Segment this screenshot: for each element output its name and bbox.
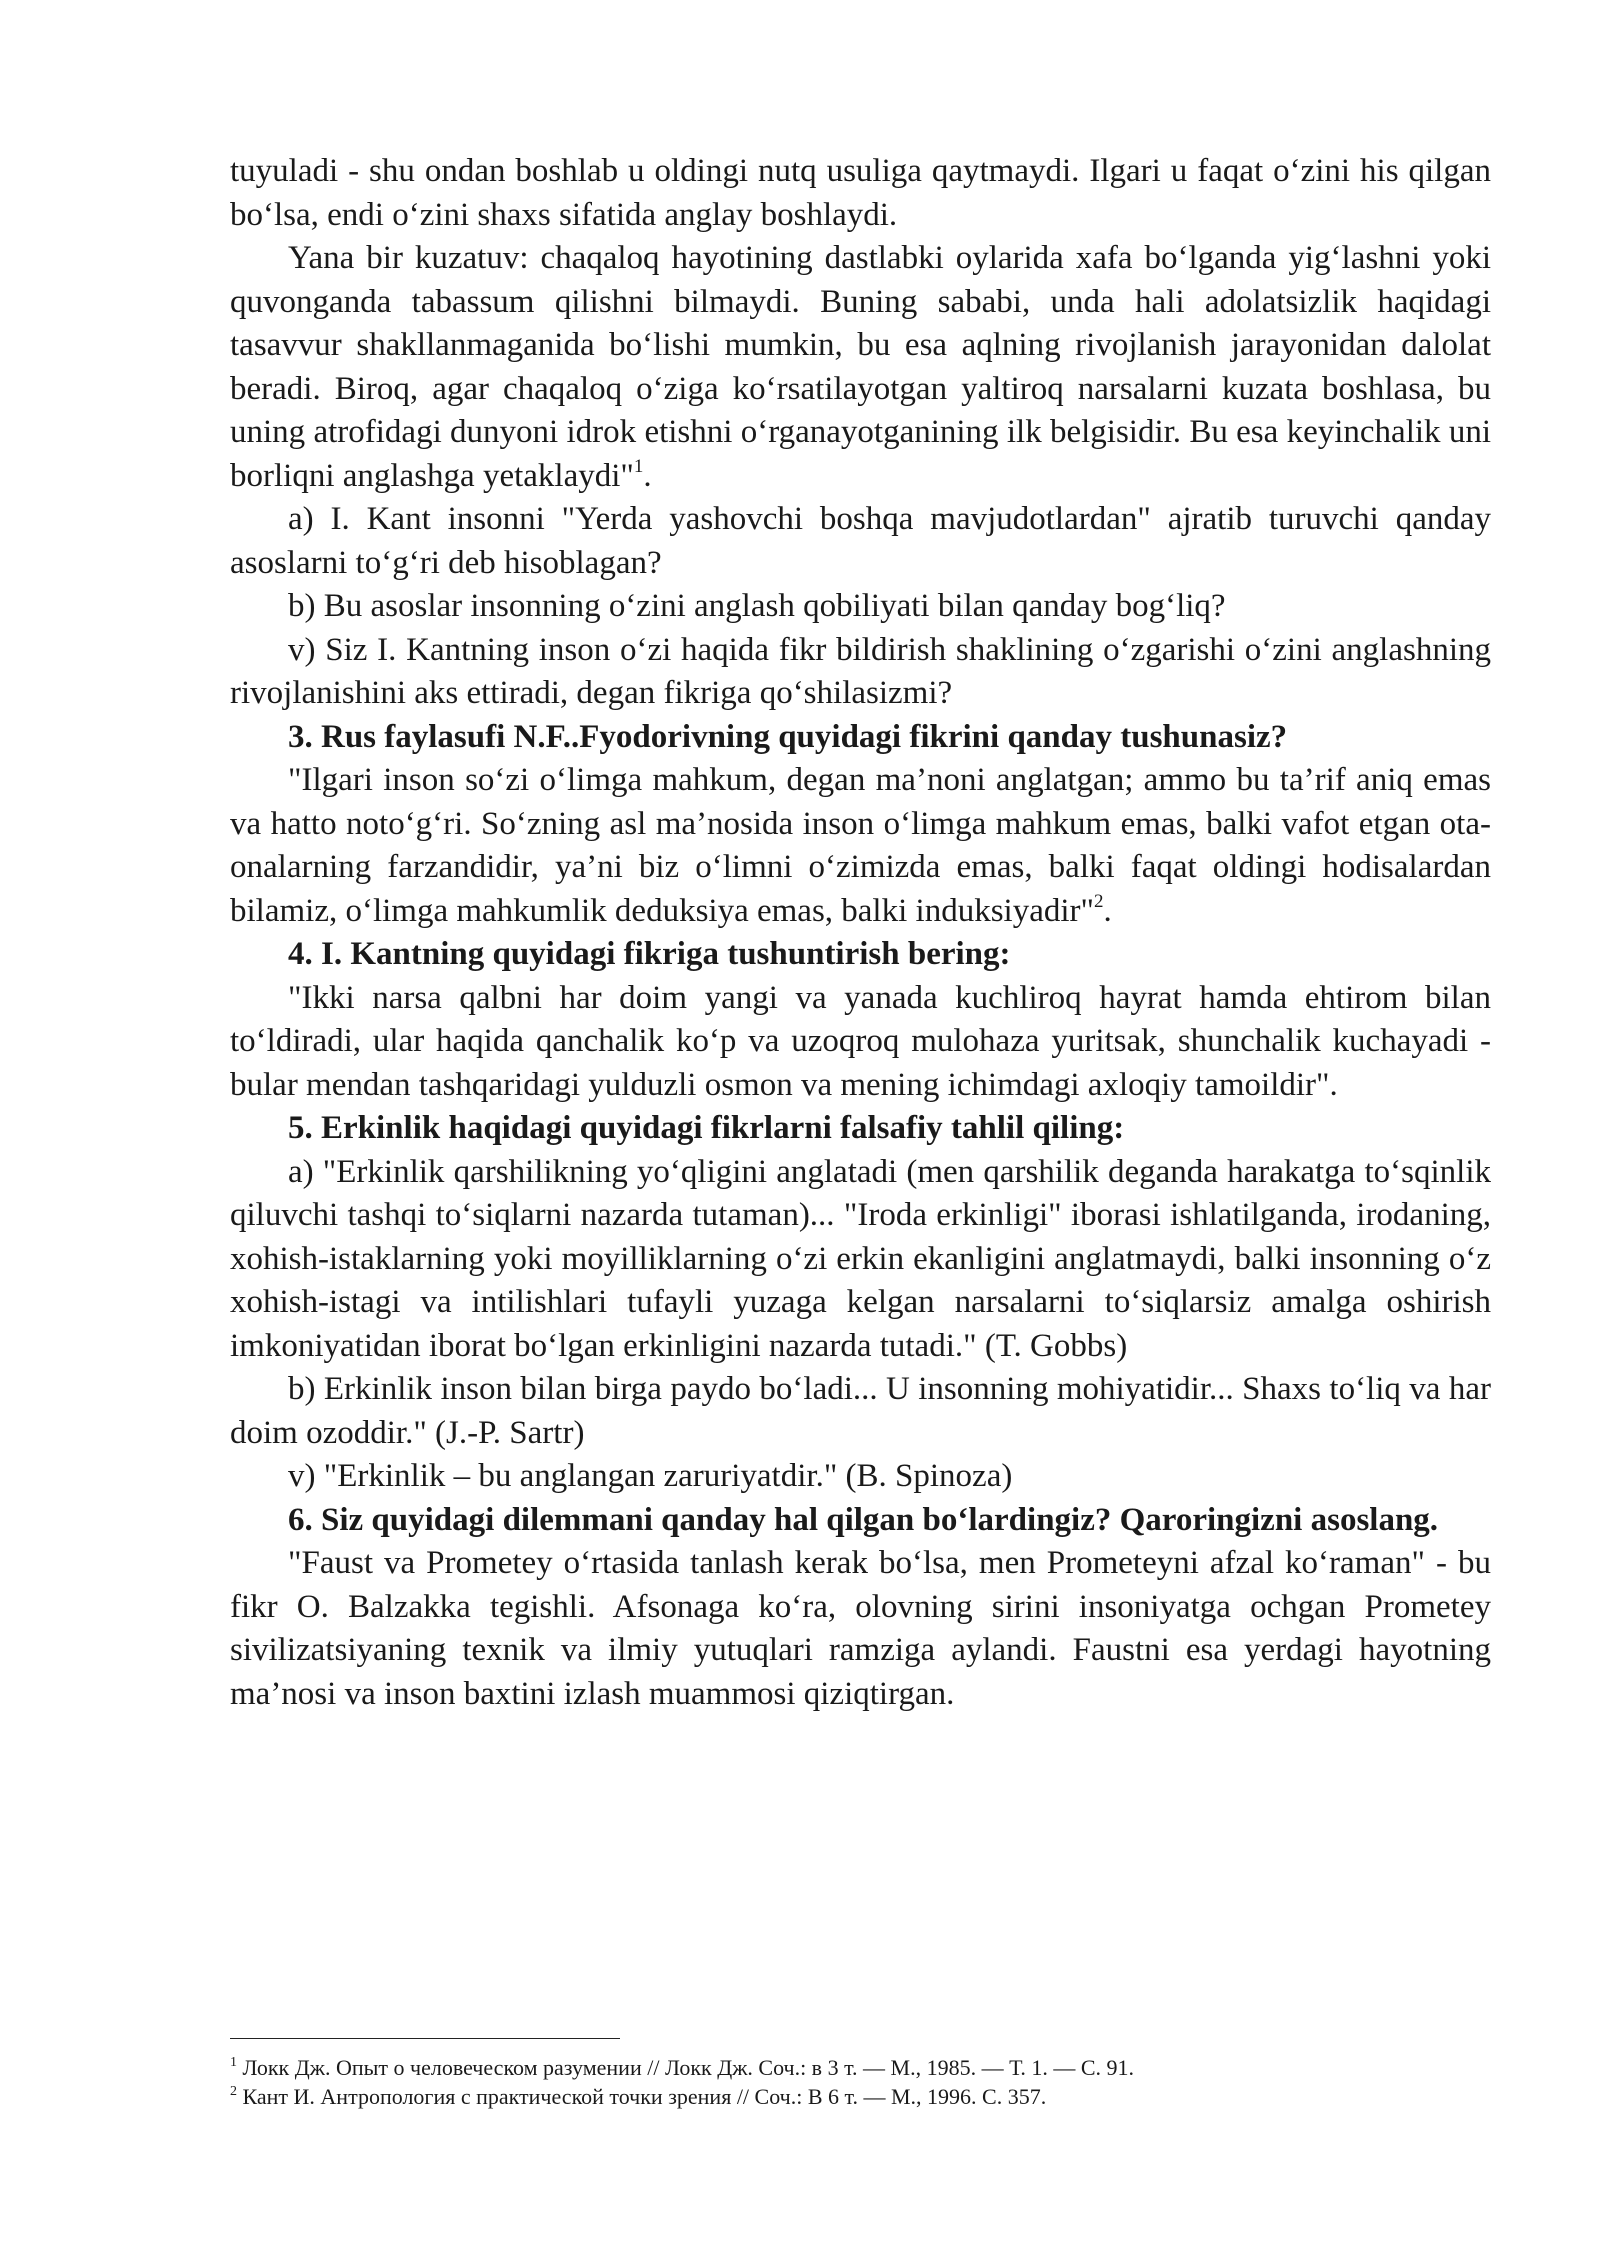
question-v: v) Siz I. Kantning inson o‘zi haqida fikr bildirish shaklining o‘zgarishi o‘zini anglashning rivojlanishini aks ettiradi, degan fikriga qo‘shilasizmi? [230,631,1491,711]
quote-fyodorov-text: "Ilgari inson so‘zi o‘limga mahkum, degan ma’noni anglatgan; ammo bu ta’rif aniq emas va hatto noto‘g‘ri. So‘zning asl ma’nosida inson o‘limga mahkum emas, balki vafot etgan ota-onalarning farzandidir, ya’ni biz o‘limni o‘zimizda emas, balki faqat oldingi hodisalardan bilamiz, o‘limga mahkumlik deduksiya emas, balki induksiyadir" [230,762,1491,929]
footnote-text-1: Локк Дж. Опыт о человеческом разумении // Локк Дж. Соч.: в 3 т. — М., 1985. — Т. 1. — С. 91. [237,2055,1135,2080]
paragraph-faust-prometheus: "Faust va Prometey o‘rtasida tanlash kerak bo‘lsa, men Prometeyni afzal ko‘raman" - bu fikr O. Balzakka tegishli. Afsonaga ko‘ra, olovning sirini insoniyatga ochgan Prometey sivilizatsiyaning texnik va ilmiy yutuqlari ramziga aylandi. Faustni esa yerdagi hayotning ma’nosi va inson baxtini izlash muammosi qiziqtirgan. [230,1545,1491,1712]
heading-task-4: 4. I. Kantning quyidagi fikriga tushuntirish bering: [288,936,1011,972]
paragraph-continuation: tuyuladi - shu ondan boshlab u oldingi nutq usuliga qaytmaydi. Ilgari u faqat o‘zini his qilgan bo‘lsa, endi o‘zini shaxs sifatida anglay boshlaydi. [230,153,1491,233]
footnote-number-2: 2 [230,2083,237,2099]
heading-task-5: 5. Erkinlik haqidagi quyidagi fikrlarni falsafiy tahlil qiling: [288,1110,1125,1146]
footnote-ref-1[interactable]: 1 [633,455,644,477]
quote-kant: "Ikki narsa qalbni har doim yangi va yanada kuchliroq hayrat hamda ehtirom bilan to‘ldiradi, ular haqida qanchalik ko‘p va uzoqroq mulohaza yuritsak, shunchalik kuchayadi - bular mendan tashqaridagi yulduzli osmon va mening ichimdagi axloqiy tamoildir". [230,979,1491,1103]
quote-spinoza: v) "Erkinlik – bu anglangan zaruriyatdir." (B. Spinoza) [288,1458,1013,1494]
heading-task-3: 3. Rus faylasufi N.F..Fyodorivning quyidagi fikrini qanday tushunasiz? [288,718,1288,755]
quote-fyodorov-end: . [1103,892,1112,929]
paragraph-observation-end: . [643,457,652,494]
heading-task-6: 6. Siz quyidagi dilemmani qanday hal qilgan bo‘lardingiz? Qaroringizni asoslang. [288,1501,1439,1538]
footnotes [230,2053,1491,2111]
paragraph-observation [230,237,1491,498]
footnote-divider [230,2038,620,2039]
quote-sartre: b) Erkinlik inson bilan birga paydo bo‘ladi... U insonning mohiyatidir... Shaxs to‘liq va har doim ozoddir." (J.-P. Sartr) [230,1371,1491,1451]
quote-hobbes: a) "Erkinlik qarshilikning yo‘qligini anglatadi (men qarshilik deganda harakatga to‘sqinlik qiluvchi tashqi to‘siqlarni nazarda tutaman)... "Iroda erkinligi" iborasi ishlatilganda, irodaning, xohish-istaklarning yoki moyilliklarning o‘zi erkin ekanligini anglatmaydi, balki insonning o‘z xohish-istagi va intilishlari tufayli yuzaga kelgan narsalarni to‘siqlarsiz amalga oshirish imkoniyatidan iborat bo‘lgan erkinligini nazarda tutadi." (T. Gobbs) [230,1153,1491,1364]
quote-fyodorov [230,759,1491,933]
footnote-text-2: Кант И. Антропология с практической точки зрения // Соч.: В 6 т. — М., 1996. С. 357. [237,2084,1047,2109]
footnote-2 [230,2082,1491,2111]
footnote-ref-2[interactable]: 2 [1093,890,1104,912]
page-body [230,150,1491,1716]
footnote-number-1: 1 [230,2054,237,2070]
question-b: b) Bu asoslar insonning o‘zini anglash qobiliyati bilan qanday bog‘liq? [288,588,1226,624]
question-a: a) I. Kant insonni "Yerda yashovchi boshqa mavjudotlardan" ajratib turuvchi qanday asoslarni to‘g‘ri deb hisoblagan? [230,501,1491,581]
paragraph-observation-text: Yana bir kuzatuv: chaqaloq hayotining dastlabki oylarida xafa bo‘lganda yig‘lashni yoki quvonganda tabassum qilishni bilmaydi. Buning sababi, unda hali adolatsizlik haqidagi tasavvur shakllanmaganida bo‘lishi mumkin, bu esa aqlning rivojlanish jarayonidan dalolat beradi. Biroq, agar chaqaloq o‘ziga ko‘rsatilayotgan yaltiroq narsalarni kuzata boshlasa, bu uning atrofidagi dunyoni idrok etishni o‘rganayotganining ilk belgisidir. Bu esa keyinchalik uni borliqni anglashga yetaklaydi" [230,240,1491,494]
footnote-1 [230,2053,1491,2082]
